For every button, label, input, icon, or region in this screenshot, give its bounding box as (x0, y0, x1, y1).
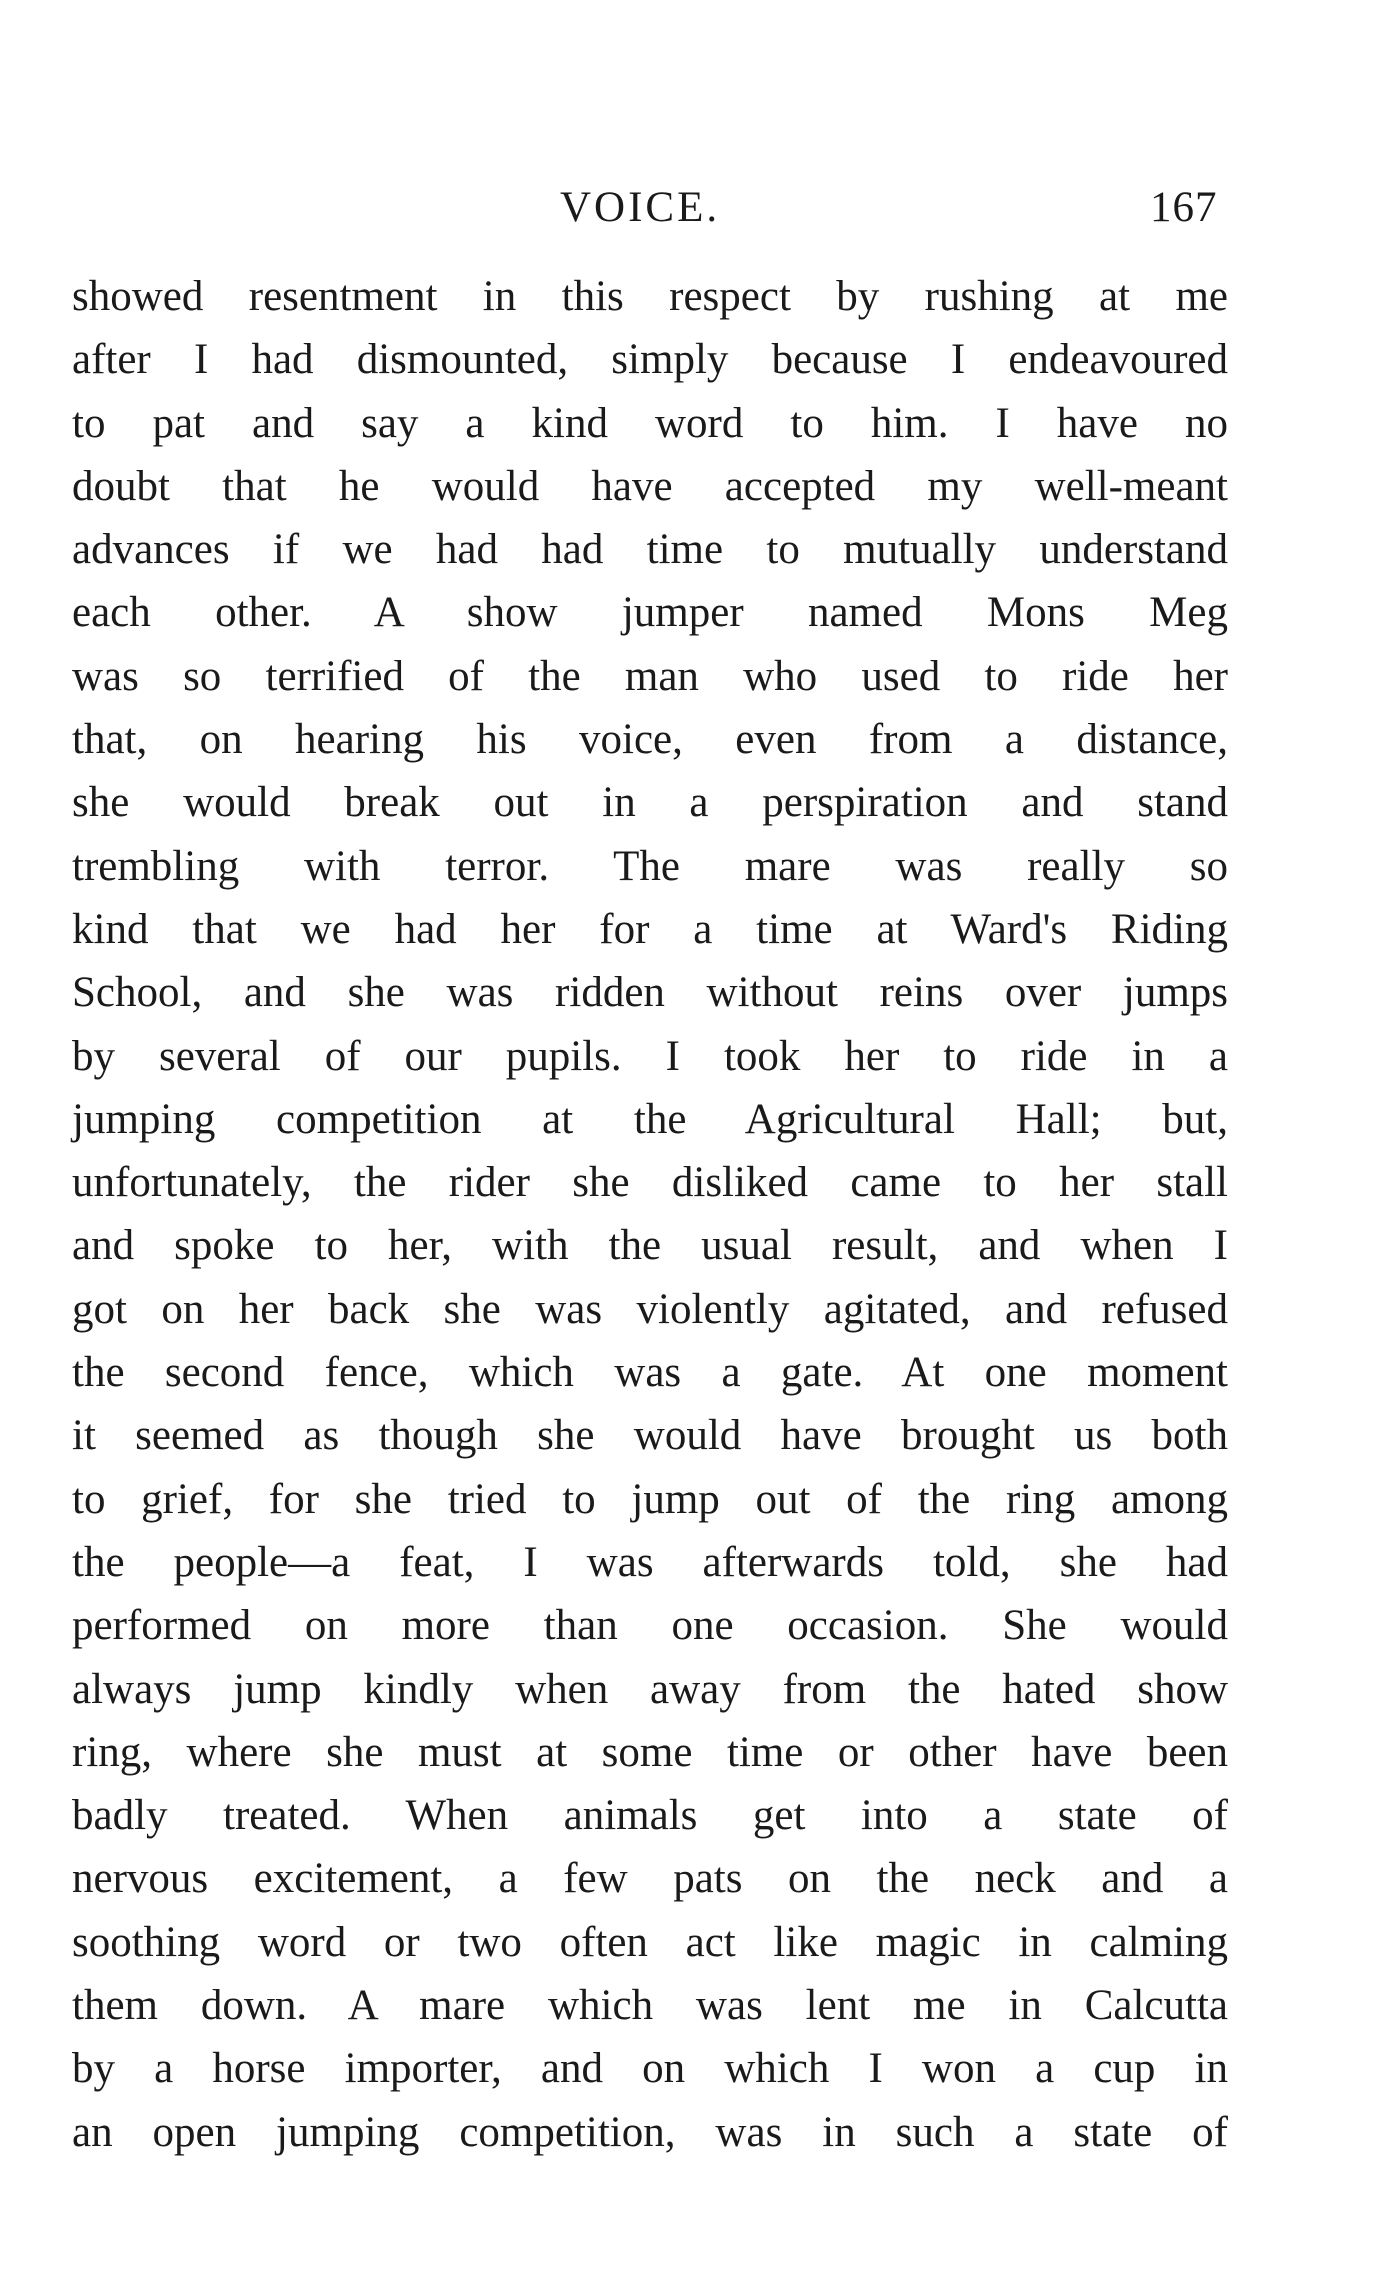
text-line: showed resentment in this respect by rushing at me (72, 273, 1228, 320)
body-text (72, 265, 1228, 2164)
text-line: ring, where she must at some time or other have been (72, 1728, 1228, 1776)
running-head (0, 178, 1379, 238)
text-line: always jump kindly when away from the hated show (72, 1665, 1228, 1713)
text-line: to pat and say a kind word to him. I have no (72, 399, 1228, 447)
text-line: to grief, for she tried to jump out of the ring among (72, 1475, 1228, 1523)
text-line: after I had dismounted, simply because I endeavoured (72, 336, 1228, 384)
text-line: by several of our pupils. I took her to ride in a (72, 1032, 1228, 1080)
text-line: was so terrified of the man who used to ride her (72, 652, 1228, 700)
text-line: doubt that he would have accepted my well-meant (72, 462, 1228, 510)
text-line: the people—a feat, I was afterwards told, she had (72, 1538, 1228, 1586)
text-line: nervous excitement, a few pats on the neck and a (72, 1855, 1228, 1903)
text-line: and spoke to her, with the usual result, and when I (72, 1222, 1228, 1270)
text-line: soothing word or two often act like magic in calming (72, 1918, 1228, 1966)
running-title: VOICE. (560, 184, 721, 231)
text-line: it seemed as though she would have brought us both (72, 1412, 1228, 1460)
text-line: trembling with terror. The mare was really so (72, 842, 1228, 890)
text-line: advances if we had had time to mutually understand (72, 526, 1228, 574)
page-number: 167 (1150, 184, 1218, 231)
text-line: she would break out in a perspiration and stand (72, 779, 1228, 827)
text-line: by a horse importer, and on which I won a cup in (72, 2045, 1228, 2093)
text-line: kind that we had her for a time at Ward's Riding (72, 905, 1228, 953)
text-line: each other. A show jumper named Mons Meg (72, 589, 1228, 637)
text-line: got on her back she was violently agitated, and refused (72, 1285, 1228, 1333)
text-line: performed on more than one occasion. She would (72, 1602, 1228, 1650)
text-line: an open jumping competition, was in such a state of (72, 2108, 1228, 2156)
text-line: badly treated. When animals get into a state of (72, 1792, 1228, 1840)
text-line: jumping competition at the Agricultural Hall; but, (72, 1095, 1228, 1143)
text-line: the second fence, which was a gate. At one moment (72, 1349, 1228, 1397)
text-line: that, on hearing his voice, even from a distance, (72, 716, 1228, 764)
text-line: unfortunately, the rider she disliked came to her stall (72, 1159, 1228, 1207)
text-line: School, and she was ridden without reins over jumps (72, 969, 1228, 1017)
text-line: them down. A mare which was lent me in Calcutta (72, 1982, 1228, 2030)
